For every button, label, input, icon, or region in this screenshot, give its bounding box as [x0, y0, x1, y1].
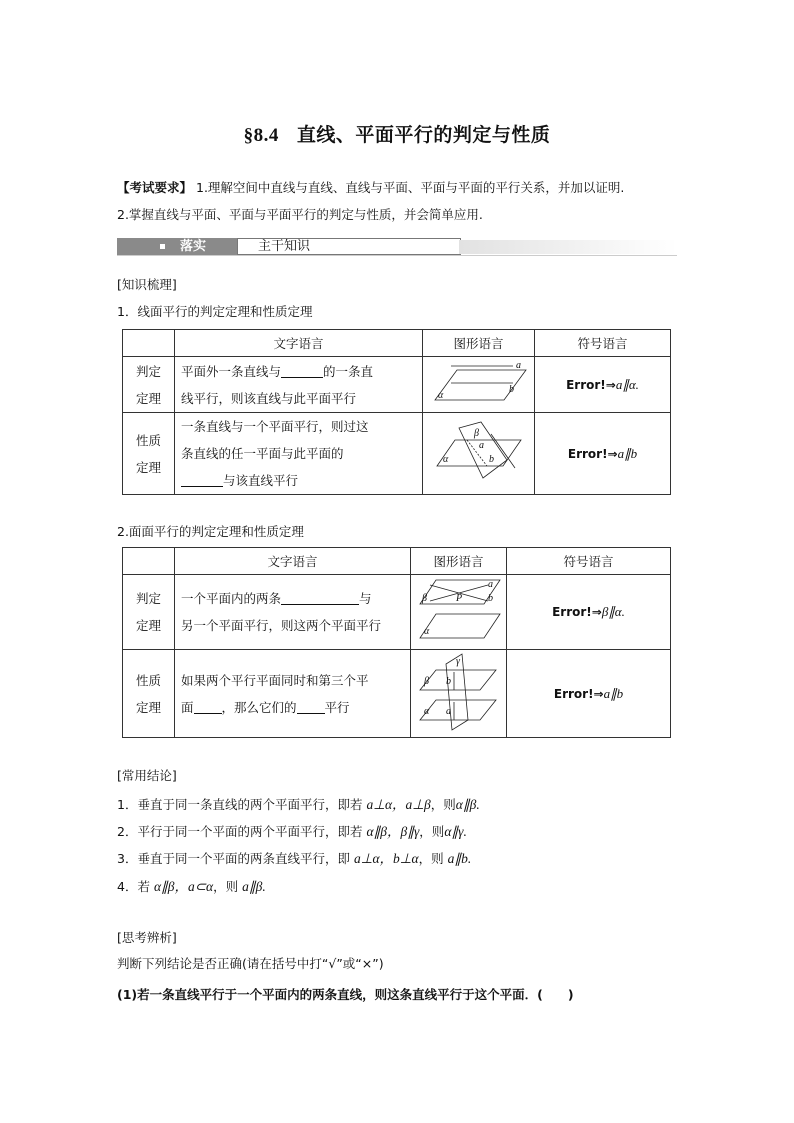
list-item: 4．若 α∥β，a⊂α，则 a∥β.	[117, 879, 266, 894]
question-1: (1)若一条直线平行于一个平面内的两条直线，则这条直线平行于这个平面．( )	[117, 987, 574, 1002]
svg-text:α: α	[423, 625, 429, 637]
thinking-label: [思考辨析]	[117, 930, 177, 945]
third-plane-intersection-figure	[416, 650, 502, 734]
page-title: §8.4 直线、平面平行的判定与性质	[243, 124, 551, 146]
section-bar-right: 主干知识	[237, 238, 461, 255]
svg-text:b: b	[487, 592, 493, 604]
row-category: 性质 定理	[123, 650, 175, 738]
table2-caption: 2.面面平行的判定定理和性质定理	[117, 524, 304, 539]
svg-text:a: a	[515, 360, 521, 371]
svg-text:b: b	[488, 454, 494, 465]
requirements-tag: 【考试要求】	[117, 180, 193, 195]
row-category: 性质 定理	[123, 413, 175, 495]
requirement-line-1: 1.理解空间中直线与直线、直线与平面、平面与平面的平行关系，并加以证明.	[196, 180, 625, 195]
row-text: 一条直线与一个平面平行，则过这 条直线的任一平面与此平面的 与该直线平行	[175, 413, 423, 495]
square-bullet-icon	[160, 244, 165, 249]
list-item: 1．垂直于同一条直线的两个平面平行，即若 a⊥α，a⊥β，则α∥β.	[117, 797, 480, 812]
knowledge-label: [知识梳理]	[117, 277, 177, 292]
line-parallel-plane-figure	[429, 358, 529, 408]
svg-text:b: b	[445, 676, 451, 687]
svg-text:P: P	[455, 592, 462, 604]
section-bar-fade	[459, 240, 677, 254]
table-header-row: 文字语言 图形语言 符号语言	[123, 548, 671, 575]
list-item: 3．垂直于同一个平面的两条直线平行，即 a⊥α，b⊥α，则 a∥b.	[117, 851, 472, 866]
list-item: 2．平行于同一个平面的两个平面平行，即若 α∥β，β∥γ，则α∥γ.	[117, 824, 467, 839]
svg-text:b: b	[508, 384, 514, 395]
plane-parallel-plane-figure	[416, 576, 502, 646]
requirement-line-2: 2.掌握直线与平面、平面与平面平行的判定与性质，并会简单应用.	[117, 207, 483, 222]
svg-text:β: β	[423, 676, 429, 687]
row-text: 如果两个平行平面同时和第三个平 面 ，那么它们的 平行	[175, 650, 411, 738]
svg-text:β: β	[421, 592, 427, 604]
table1-caption: 1．线面平行的判定定理和性质定理	[117, 304, 313, 319]
section-bar-left: 落实	[117, 238, 237, 255]
row-figure	[423, 357, 535, 413]
row-symbol: Error!⇒a∥b	[535, 413, 671, 495]
row-text: 一个平面内的两条 与 另一个平面平行，则这两个平面平行	[175, 575, 411, 650]
exam-requirements	[117, 174, 677, 228]
svg-text:β: β	[473, 428, 479, 439]
fill-blank	[281, 590, 359, 605]
svg-text:α: α	[442, 454, 448, 465]
row-category: 判定 定理	[123, 357, 175, 413]
table-header-row: 文字语言 图形语言 符号语言	[123, 330, 671, 357]
plane-intersection-figure	[429, 420, 529, 484]
row-symbol: Error!⇒β∥α.	[507, 575, 671, 650]
table-row	[123, 357, 671, 413]
svg-text:a: a	[445, 706, 451, 717]
table1	[122, 329, 671, 495]
table-row	[123, 575, 671, 650]
conclusions-label: [常用结论]	[117, 768, 177, 783]
table-row	[123, 650, 671, 738]
table2	[122, 547, 671, 738]
row-figure	[411, 650, 507, 738]
svg-text:a: a	[487, 578, 493, 590]
row-text: 平面外一条直线与 的一条直 线平行，则该直线与此平面平行	[175, 357, 423, 413]
svg-text:a: a	[478, 440, 484, 451]
fill-blank	[297, 699, 325, 714]
fill-blank	[194, 699, 222, 714]
row-category: 判定 定理	[123, 575, 175, 650]
svg-text:α: α	[423, 706, 429, 717]
thinking-prompt: 判断下列结论是否正确(请在括号中打“√”或“×”)	[117, 956, 384, 971]
svg-text:γ: γ	[455, 656, 460, 667]
row-figure	[423, 413, 535, 495]
row-symbol: Error!⇒a∥α.	[535, 357, 671, 413]
row-symbol: Error!⇒a∥b	[507, 650, 671, 738]
section-bar	[117, 236, 677, 258]
row-figure	[411, 575, 507, 650]
fill-blank	[181, 472, 223, 487]
fill-blank	[281, 363, 323, 378]
svg-text:α: α	[437, 390, 443, 401]
section-bar-rule	[117, 255, 677, 256]
table-row	[123, 413, 671, 495]
